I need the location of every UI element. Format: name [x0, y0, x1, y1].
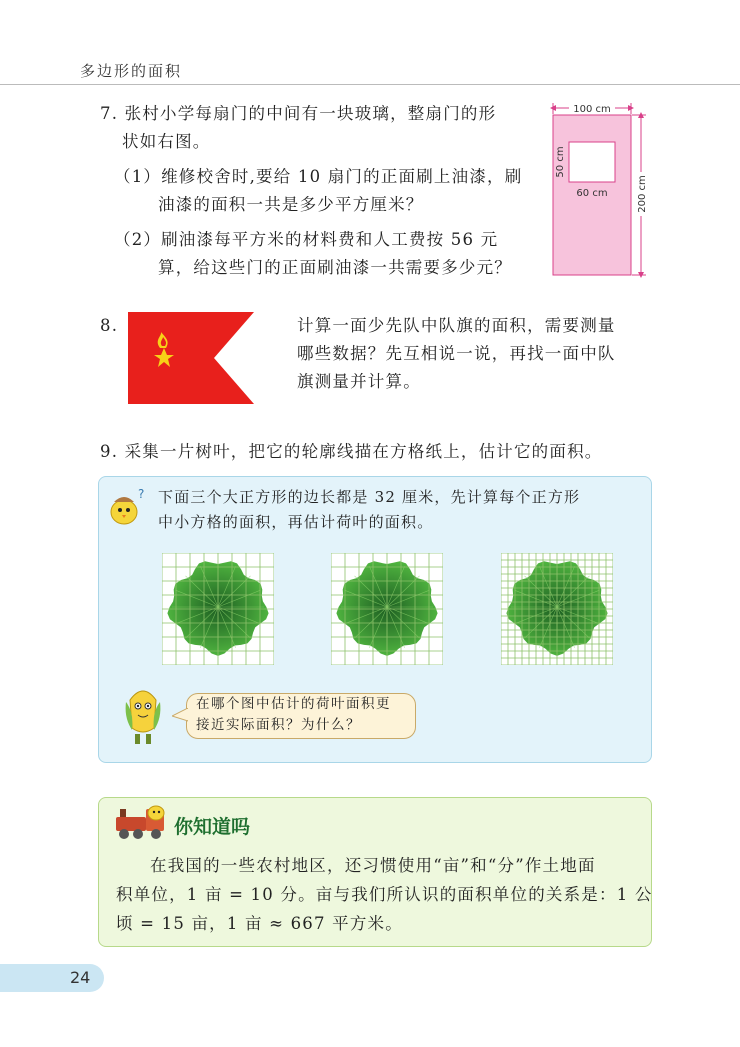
team-flag-image [128, 312, 256, 404]
lotus-grid-2 [331, 553, 443, 665]
q8-line1: 计算一面少先队中队旗的面积，需要测量 [297, 316, 616, 335]
q8-line2: 哪些数据？先互相说一说，再找一面中队 [297, 344, 616, 363]
running-header: 多边形的面积 [80, 62, 183, 80]
tip-line1: 下面三个大正方形的边长都是 32 厘米，先计算每个正方形 [158, 488, 581, 506]
header-divider [0, 84, 740, 85]
dyk-line1: 在我国的一些农村地区，还习惯使用“亩”和“分”作土地面 [150, 856, 596, 875]
thinking-chick-icon [104, 484, 148, 528]
glass-height-label: 50 cm [555, 146, 566, 178]
height-label: 200 cm [637, 175, 648, 213]
did-you-know-title: 你知道吗 [174, 816, 251, 838]
q7-sub2-line2: 算，给这些门的正面刷油漆一共需要多少元？ [158, 258, 512, 277]
q7-sub1-line2: 油漆的面积一共是多少平方厘米？ [158, 195, 424, 214]
lotus-grid-1 [162, 553, 274, 665]
glass-width-label: 60 cm [576, 188, 608, 199]
glass-rect [569, 142, 615, 182]
train-icon [112, 803, 174, 841]
q8-number: 8. [100, 316, 119, 335]
lotus-grid-3 [501, 553, 613, 665]
speech-bubble-tail [172, 708, 188, 722]
width-label: 100 cm [573, 104, 611, 115]
question-line1: 在哪个图中估计的荷叶面积更 [196, 696, 391, 712]
page-number: 24 [70, 968, 91, 987]
dyk-line3: 顷 = 15 亩，1 亩 ≈ 667 平方米。 [116, 914, 403, 933]
corn-mascot-icon [120, 682, 166, 748]
svg-text:?: ? [138, 487, 145, 501]
door-diagram [545, 100, 660, 280]
q7-line1: 7. 张村小学每扇门的中间有一块玻璃，整扇门的形 [100, 104, 497, 123]
q9-line1: 9. 采集一片树叶，把它的轮廓线描在方格纸上，估计它的面积。 [100, 442, 603, 461]
dyk-line2: 积单位，1 亩 = 10 分。亩与我们所认识的面积单位的关系是：1 公 [116, 885, 653, 904]
question-line2: 接近实际面积？为什么？ [196, 717, 361, 733]
q8-line3: 旗测量并计算。 [297, 372, 421, 391]
q7-line2: 状如右图。 [122, 132, 211, 151]
tip-line2: 中小方格的面积，再估计荷叶的面积。 [158, 513, 434, 531]
q7-sub2-line1: （2）刷油漆每平方米的材料费和人工费按 56 元 [114, 230, 499, 249]
q7-sub1-line1: （1）维修校舍时,要给 10 扇门的正面刷上油漆，刷 [114, 167, 523, 186]
